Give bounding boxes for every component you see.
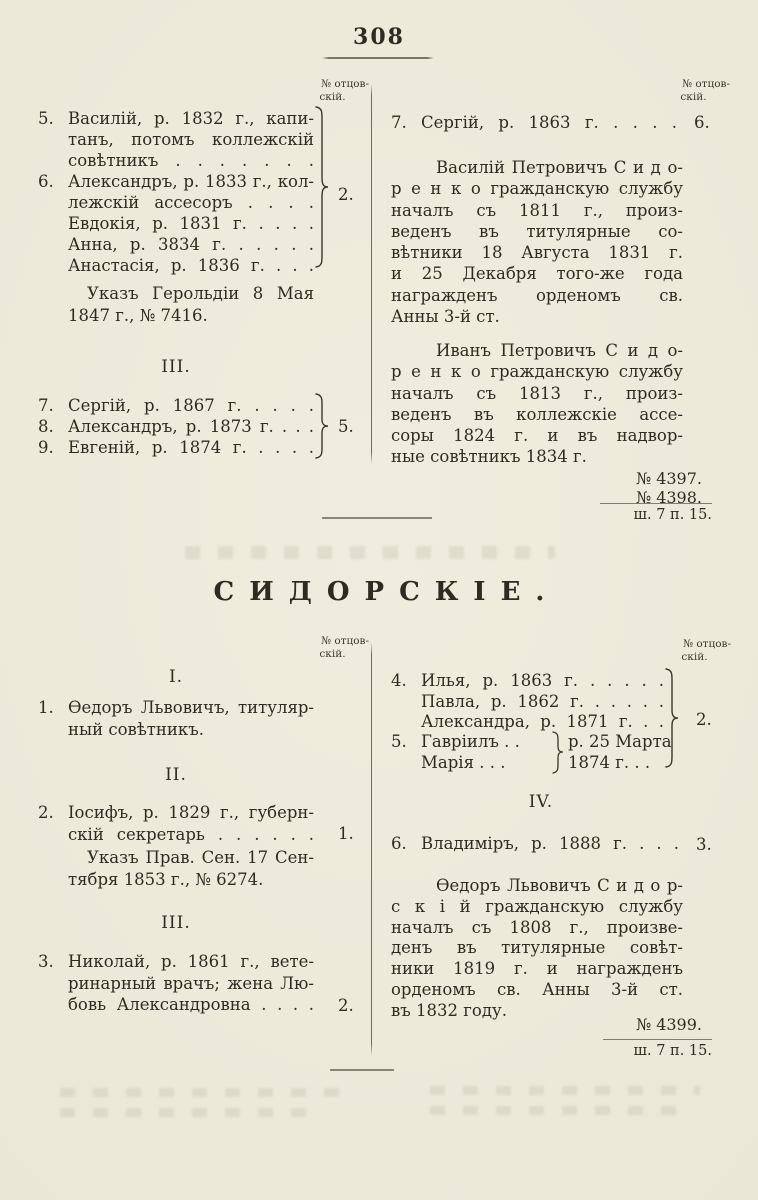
- column-header-line2: скій.: [319, 648, 346, 660]
- case-number: № 4399.: [635, 1015, 702, 1034]
- column-header-line1: № отцов-: [321, 78, 369, 90]
- biography-paragraph: [391, 876, 683, 1022]
- father-number: 2.: [696, 710, 712, 729]
- ukaz-note: [38, 847, 314, 890]
- paragraph-line: орденомъ св. Анны 3-й ст.: [391, 979, 683, 999]
- entry-row: [38, 437, 314, 458]
- column-header-top-right: [657, 78, 730, 104]
- entry-text: Анастасія, р. 1836 г. . . .: [68, 256, 314, 275]
- paragraph-line: веденъ въ коллежскіе ассе-: [391, 404, 683, 424]
- paragraph-line: Василій Петровичъ С и д о-: [436, 158, 683, 177]
- entry-row: [391, 732, 691, 753]
- column-divider-top: [371, 84, 372, 464]
- entry-row: [391, 671, 664, 692]
- paragraph-line: Ѳедоръ Львовичъ С и д о р-: [436, 876, 683, 895]
- entry-row: [38, 108, 314, 129]
- father-number: 5.: [338, 417, 354, 436]
- entry-list: [38, 951, 314, 1016]
- entry-list-top-left: [38, 108, 314, 276]
- paragraph-line: Анны 3-й ст.: [391, 307, 500, 327]
- entry-text: лежскій ассесоръ . . . .: [68, 193, 314, 212]
- entry-list-top-left-gen3: [38, 395, 314, 458]
- entry-text: Василій, р. 1832 г., капи-: [68, 109, 314, 128]
- generation-heading: III.: [161, 357, 191, 377]
- entry-row: [391, 712, 664, 733]
- paragraph-line: денъ въ титулярные совѣт-: [391, 938, 683, 958]
- paragraph-line: с к і й гражданскую службу: [391, 896, 683, 916]
- entry-row: [38, 150, 314, 171]
- entry-number: 1.: [38, 698, 54, 717]
- entry-row: [38, 171, 314, 192]
- bleedthrough-smudge: [60, 1108, 320, 1117]
- signature-note: ш. 7 п. 15.: [603, 1039, 712, 1059]
- paragraph-line: въ 1832 году.: [391, 1000, 507, 1020]
- entry-row: [38, 994, 314, 1016]
- paragraph-line: началъ съ 1808 г., произве-: [391, 917, 683, 937]
- biography-paragraph: [391, 157, 683, 327]
- column-header-line2: скій.: [680, 91, 707, 103]
- entry-text: Анна, р. 3834 г. . . . . .: [68, 235, 314, 254]
- entry-row: [38, 213, 314, 234]
- column-header-bottom-left: [296, 635, 369, 661]
- generation-heading: I.: [168, 667, 184, 687]
- entry-text: Ѳедоръ Львовичъ, титуляр-: [68, 698, 314, 717]
- column-header-line1: № отцов-: [321, 635, 369, 647]
- case-numbers: [502, 1016, 702, 1035]
- ukaz-line: 1847 г., № 7416.: [68, 305, 208, 325]
- entry-row: [391, 833, 679, 854]
- entry-text: Александра, р. 1871 г. . .: [421, 712, 664, 731]
- entry-text: ный совѣтникъ.: [68, 719, 204, 739]
- entry-row: [38, 951, 314, 973]
- entry-row: [38, 802, 314, 824]
- entry-text: ринарный врачъ; жена Лю-: [68, 973, 314, 993]
- entry-number: 9.: [38, 438, 54, 457]
- family-title: СИДОРСКІЕ.: [213, 577, 560, 607]
- entry-number: 7.: [38, 396, 54, 415]
- entry-row: [38, 192, 314, 213]
- entry-row: [391, 692, 664, 713]
- paragraph-line: веденъ въ титулярные со-: [391, 221, 683, 241]
- entry-row-bottom-right: [391, 833, 679, 854]
- entry-number: 2.: [38, 803, 54, 822]
- paragraph-line: вѣтники 18 Августа 1831 г.: [391, 243, 683, 263]
- entry-row: [38, 129, 314, 150]
- brace-icon: [313, 106, 329, 268]
- bleedthrough-smudge: [60, 1088, 340, 1097]
- father-number: 6.: [694, 113, 710, 132]
- ukaz-line: Указъ Герольдіи 8 Мая: [87, 284, 314, 303]
- paragraph-line: началъ съ 1813 г., произ-: [391, 383, 683, 403]
- column-header-line1: № отцов-: [683, 638, 731, 650]
- entry-list: [38, 697, 314, 740]
- entry-text: Евгеній, р. 1874 г. . . . .: [68, 438, 314, 457]
- entry-number: 3.: [38, 952, 54, 971]
- generation-heading: II.: [165, 765, 187, 785]
- entry-text: Илья, р. 1863 г. . . . . .: [421, 671, 664, 690]
- bleedthrough-smudge: [185, 546, 555, 559]
- signature-note: ш. 7 п. 15.: [600, 503, 712, 523]
- paragraph-line: Иванъ Петровичъ С и д о-: [436, 341, 683, 360]
- entry-row: [391, 112, 677, 133]
- entry-number: 5.: [38, 109, 54, 128]
- entry-text: Іосифъ, р. 1829 г., губерн-: [68, 803, 314, 822]
- bleedthrough-smudge: [430, 1086, 700, 1095]
- father-number: 2.: [338, 185, 354, 204]
- entry-row: [38, 824, 314, 846]
- column-header-line2: скій.: [319, 91, 346, 103]
- entry-number: 4.: [391, 671, 407, 690]
- entry-row: [38, 255, 314, 276]
- entry-text: танъ, потомъ коллежскій: [68, 130, 314, 149]
- column-header-line2: скій.: [681, 651, 708, 663]
- paired-entry: [391, 732, 691, 773]
- ukaz-line: тября 1853 г., № 6274.: [68, 869, 264, 889]
- page-number: 308: [353, 24, 405, 50]
- entry-list: [391, 671, 664, 733]
- brace-icon: [313, 393, 329, 459]
- entry-text: Сергій, р. 1867 г. . . . .: [68, 396, 314, 415]
- column-header-line1: № отцов-: [682, 78, 730, 90]
- paragraph-line: соры 1824 г. и въ надвор-: [391, 426, 683, 446]
- entry-date: 1874 г. . .: [568, 752, 651, 772]
- entry-text: Владиміръ, р. 1888 г. . . .: [421, 834, 679, 853]
- page-number-rule: [322, 57, 434, 59]
- paragraph-line: р е н к о гражданскую службу: [391, 362, 683, 382]
- entry-number: 5.: [391, 732, 407, 751]
- entry-row: [38, 719, 314, 741]
- entry-text: совѣтникъ . . . . . . .: [68, 151, 314, 170]
- paragraph-line: ники 1819 г. и награжденъ: [391, 959, 683, 979]
- paragraph-line: р е н к о гражданскую службу: [391, 179, 683, 199]
- entry-row: [38, 697, 314, 719]
- father-number: 3.: [696, 835, 712, 854]
- entry-row: [391, 753, 691, 774]
- entry-row: [38, 973, 314, 995]
- section-divider: [330, 1069, 394, 1071]
- entry-text: Николай, р. 1861 г., вете-: [68, 952, 314, 971]
- case-number: № 4398.: [635, 487, 702, 507]
- column-header-bottom-right: [658, 638, 731, 664]
- entry-number: 8.: [38, 417, 54, 436]
- entry-row: [38, 395, 314, 416]
- brace-icon: [551, 731, 564, 774]
- entry-row: [38, 416, 314, 437]
- father-number: 2.: [338, 996, 354, 1015]
- case-numbers: [502, 470, 702, 507]
- paragraph-line: и 25 Декабря того-же года: [391, 264, 683, 284]
- father-number: 1.: [338, 824, 354, 843]
- entry-text: Евдокія, р. 1831 г. . . . .: [68, 214, 314, 233]
- ukaz-line: Указъ Прав. Сен. 17 Сен-: [87, 848, 314, 867]
- paragraph-line: ные совѣтникъ 1834 г.: [391, 447, 587, 467]
- entry-text: бовь Александровна . . . .: [68, 995, 314, 1014]
- biography-paragraph: [391, 340, 683, 468]
- section-divider: [322, 517, 432, 519]
- generation-heading: III.: [161, 913, 191, 933]
- brace-icon: [663, 668, 679, 768]
- column-divider-bottom: [371, 642, 372, 1056]
- entry-text: Павла, р. 1862 г. . . . . .: [421, 691, 664, 711]
- case-number: № 4397.: [635, 469, 702, 488]
- column-header-top-left: [296, 78, 369, 104]
- entry-text: Александръ, р. 1833 г., кол-: [68, 172, 314, 191]
- entry-text: Александръ, р. 1873 г. . . .: [68, 417, 314, 436]
- ukaz-note: [38, 283, 314, 326]
- bleedthrough-smudge: [430, 1106, 680, 1115]
- entry-number: 6.: [38, 172, 54, 191]
- paragraph-line: началъ съ 1811 г., произ-: [391, 200, 683, 220]
- entry-list: [38, 802, 314, 845]
- entry-row-top-right: [391, 112, 677, 133]
- generation-heading: IV.: [528, 792, 554, 812]
- entry-text: Гавріилъ . .: [421, 732, 520, 751]
- paragraph-line: награжденъ орденомъ св.: [391, 285, 683, 305]
- entry-text: Сергій, р. 1863 г. . . . .: [421, 113, 677, 132]
- entry-row: [38, 234, 314, 255]
- entry-number: 6.: [391, 834, 407, 853]
- entry-text: Марія . . .: [421, 752, 506, 772]
- entry-date: р. 25 Марта: [568, 732, 672, 751]
- entry-number: 7.: [391, 113, 407, 132]
- entry-text: скій секретарь . . . . . .: [68, 824, 314, 844]
